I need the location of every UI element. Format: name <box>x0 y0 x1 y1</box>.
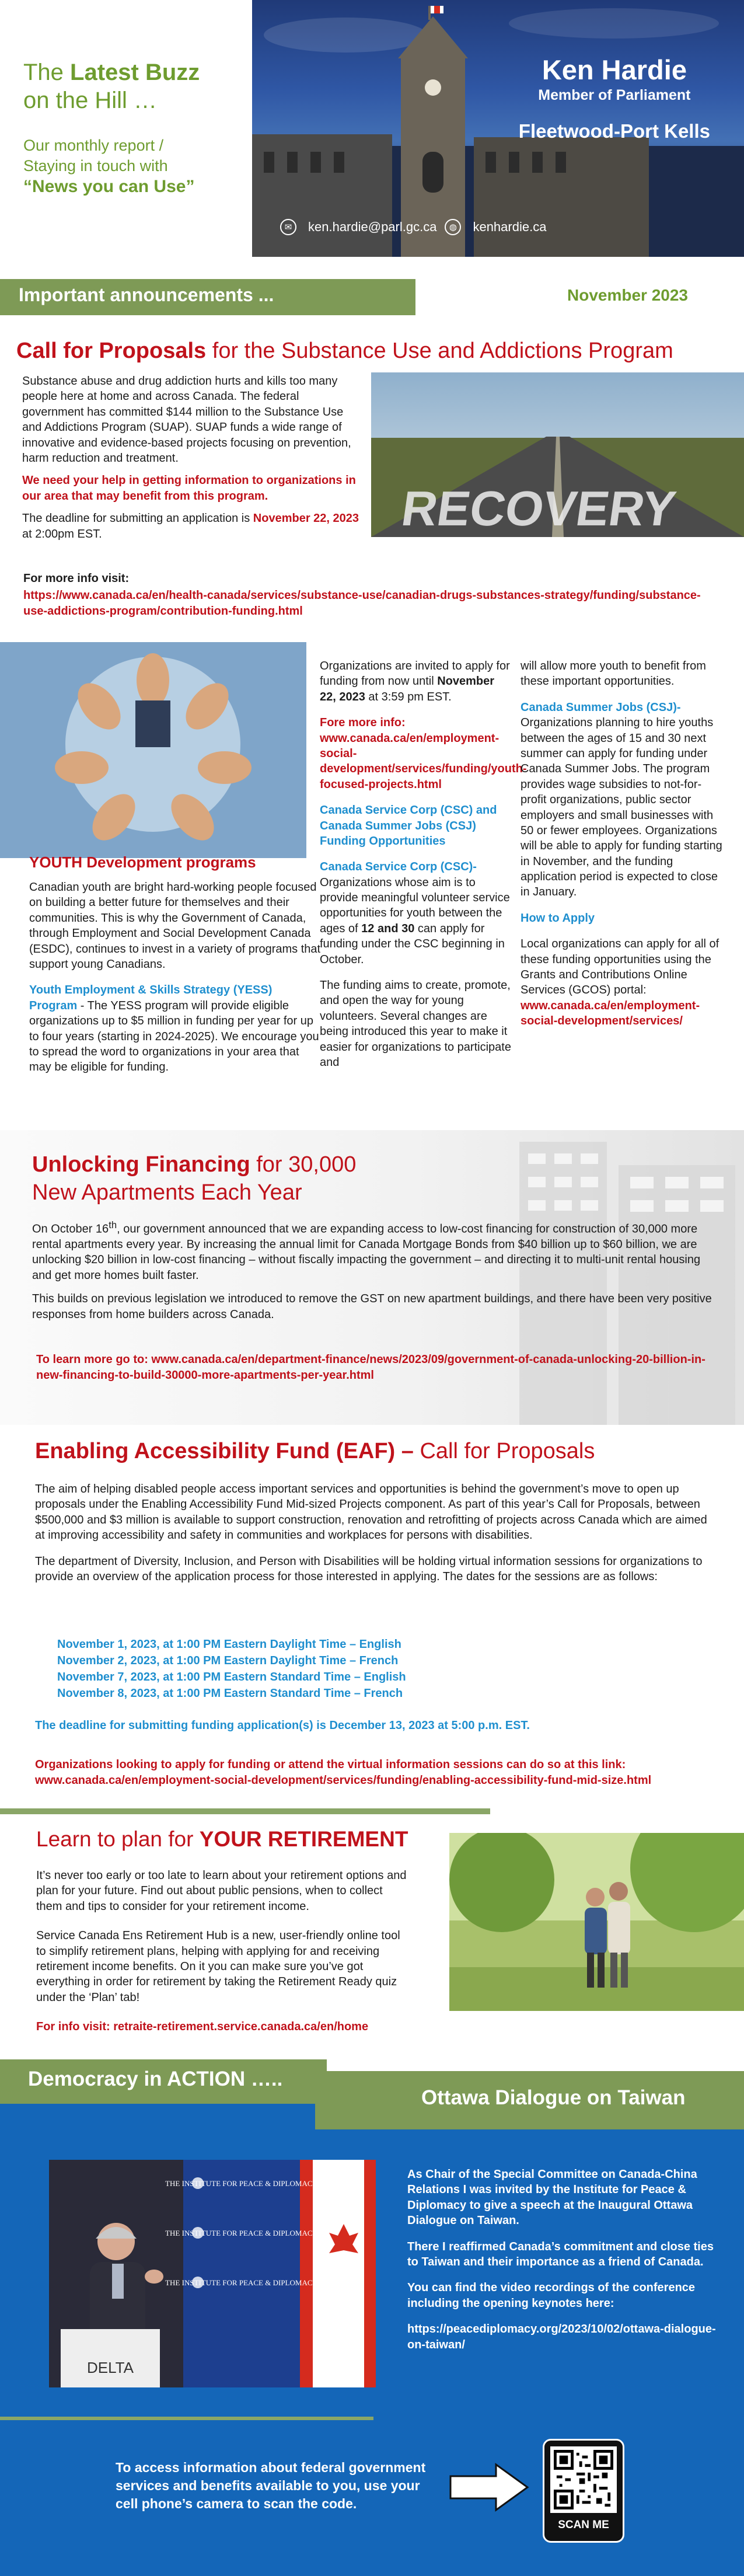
suap-body <box>22 374 359 549</box>
banner-text: THE INSTITUTE FOR PEACE & DIPLOMACY <box>165 2229 318 2237</box>
youth-column-1 <box>29 853 321 1086</box>
arrow-right-icon <box>448 2462 530 2515</box>
financing-paragraph: On October 16th, our government announced that we are expanding access to low-cost financing for construction of 30,000 more rental apartments every year. By increasing the annual limit for Canada Mortgage Bonds from $40 billion up to $60 billion, we are unlocking $20 billion in low-cost financing – without fiscally impacting the government – and directing it to multi-unit rental housing and get more homes built faster. <box>32 1219 701 1282</box>
how-to-apply-text: Local organizations can apply for all of these funding opportunities using the Grants and Contributions Online Services (GCOS) portal: www.canada.ca/en/employment-social-development/services/ <box>521 937 719 1028</box>
road-text: RECOVERY <box>398 481 679 536</box>
retirement-body <box>36 1868 410 2049</box>
suap-heading: Call for Proposals for the Substance Use and Addictions Program <box>16 339 673 363</box>
csc-heading: Canada Service Corp (CSC) and Canada Summer Jobs (CSJ) Funding Opportunities <box>320 804 497 848</box>
video-link[interactable]: https://peacediplomacy.org/2023/10/02/ottawa-dialogue-on-taiwan/ <box>407 2323 716 2351</box>
session-item: November 1, 2023, at 1:00 PM Eastern Daylight Time – English <box>57 1638 401 1651</box>
qr-code-card[interactable] <box>543 2439 624 2543</box>
democracy-paragraph-3: You can find the video recordings of the conference including the opening keynotes here: <box>407 2281 696 2310</box>
website-link[interactable]: kenhardie.ca <box>473 219 547 234</box>
email-link[interactable]: ken.hardie@parl.gc.ca <box>308 219 437 234</box>
csc-paragraph: Canada Service Corp (CSC)- Organizations whose aim is to provide meaningful volunteer service opportunities for youth between the ages of 12 and 30 can apply for funding under the CSC beginning in October. <box>320 860 510 966</box>
mp-role: Member of Parliament <box>538 87 691 103</box>
csc-continued-end: will allow more youth to benefit from these important opportunities. <box>521 660 706 688</box>
session-item: November 8, 2023, at 1:00 PM Eastern Standard Time – French <box>57 1687 403 1700</box>
section-divider <box>0 1808 490 1814</box>
csc-continued: The funding aims to create, promote, and open the way for young volunteers. Several changes are being introduced this year to make it easier for organizations to participate and <box>320 979 511 1069</box>
mp-nameplate <box>519 54 710 142</box>
contact-row <box>280 219 546 235</box>
eaf-sessions-intro: The department of Diversity, Inclusion, and Person with Disabilities will be holding virtual information sessions for organizations to provide an overview of the application process for those interested in applying. The dates for the sessions are as follows: <box>35 1554 703 1583</box>
mp-name: Ken Hardie <box>542 54 687 85</box>
eaf-deadline: The deadline for submitting funding application(s) is December 13, 2023 at 5:00 p.m. EST. <box>35 1719 530 1732</box>
youth-intro: Canadian youth are bright hard-working people focused on building a better future for themselves and their communities. This is why the Government of Canada, through Employment and Social Development Canada (ESDC), continues to invest in a variety of programs that support young Canadians. <box>29 881 321 971</box>
youth-column-2 <box>320 658 527 1080</box>
youth-column-3 <box>521 658 725 1040</box>
gcos-link[interactable]: www.canada.ca/en/employment-social-development/services/ <box>521 999 700 1028</box>
taiwan-dialogue-title: Ottawa Dialogue on Taiwan <box>315 2071 744 2129</box>
financing-link[interactable]: To learn more go to: www.canada.ca/en/department-finance/news/2023/09/government-of-canada-unlocking-20-billion-in-new-financing-to-build-30000-more-apartments-per-year.html <box>36 1353 705 1382</box>
info-label: For more info visit: <box>23 572 130 585</box>
issue-date: November 2023 <box>567 286 689 304</box>
parliament-photo <box>252 0 744 257</box>
speech-photo <box>49 2160 376 2387</box>
session-item: November 7, 2023, at 1:00 PM Eastern Standard Time – English <box>57 1671 406 1683</box>
how-to-apply-heading: How to Apply <box>521 911 595 925</box>
suap-deadline: The deadline for submitting an application is November 22, 2023 at 2:00pm EST. <box>22 512 359 541</box>
qr-instructions: To access information about federal government services and benefits available to you, use your cell phone’s camera to scan the code. <box>116 2460 426 2512</box>
suap-info <box>23 572 724 619</box>
youth-hands-photo <box>0 642 306 858</box>
youth-deadline: Organizations are invited to apply for funding from now until November 22, 2023 at 3:59 pm EST. <box>320 660 510 703</box>
retirement-paragraph-2: Service Canada Ens Retirement Hub is a new, user-friendly online tool to simplify retirement plans, helping with applying for and receiving retirement income benefits. On it you can make sure you’ve got everything in order for retirement by taking the Retirement Ready quiz under the ‘Plan’ tab! <box>36 1929 400 2004</box>
democracy-paragraph: As Chair of the Special Committee on Canada-China Relations I was invited by the Institute for Peace & Diplomacy to give a speech at the Inaugural Ottawa Dialogue on Taiwan. <box>407 2168 697 2228</box>
suap-info-link[interactable]: https://www.canada.ca/en/health-canada/services/substance-use/canadian-drugs-substances-strategy/funding/substance-use-addictions-program/contribution-funding.html <box>23 589 701 618</box>
email-icon: ✉ <box>280 219 296 235</box>
section-divider <box>0 2417 373 2420</box>
newsletter-title: The Latest Buzz on the Hill … <box>23 60 200 113</box>
youth-heading: YOUTH Development programs <box>29 853 256 871</box>
retirement-link[interactable]: For info visit: retraite-retirement.service.canada.ca/en/home <box>36 2020 369 2034</box>
retirement-couple-photo <box>449 1833 744 2011</box>
csj-paragraph: Canada Summer Jobs (CSJ)- Organizations planning to hire youths between the ages of 15 and 30 next summer can apply for funding under Canada Summer Jobs. The program provides wage subsidies to not-for-profit organizations, public sector employers and small businesses with 50 or fewer employees. Organizations will be able to apply for funding starting in November, and the funding application period is expected to close in January. <box>521 700 722 899</box>
financing-heading: Unlocking Financing for 30,000 New Apartments Each Year <box>32 1152 357 1205</box>
suap-call-to-action: We need your help in getting information to organizations in our area that may benefit from this program. <box>22 474 356 503</box>
democracy-bar: Democracy in ACTION ….. <box>0 2059 327 2104</box>
eaf-link[interactable]: Organizations looking to apply for funding or attend the virtual information sessions can do so at this link: www.canada.ca/en/employment-social-development/services/funding/enabling-accessibility-fund-mid-size.html <box>35 1758 652 1787</box>
financing-paragraph-2: This builds on previous legislation we introduced to remove the GST on new apartment buildings, and there have been very positive responses from home builders across Canada. <box>32 1292 712 1321</box>
qr-code[interactable] <box>550 2446 617 2513</box>
globe-icon: ◍ <box>445 219 461 235</box>
democracy-body <box>407 2167 722 2363</box>
financing-body <box>32 1219 715 1330</box>
banner-text: THE INSTITUTE FOR PEACE & DIPLOMACY <box>165 2278 318 2287</box>
banner-text: THE INSTITUTE FOR PEACE & DIPLOMACY <box>165 2179 318 2188</box>
eaf-paragraph: The aim of helping disabled people access important services and opportunities is behind the government’s move to open up proposals under the Enabling Accessibility Fund Mid-sized Projects component. As part of this year’s Call for Proposals, between $500,000 and $3 million is available to support construction, renovation and retrofitting of projects across Canada which are aimed at improving accessibility and safety in communities and workplaces for persons with disabilities. <box>35 1483 707 1542</box>
eaf-heading: Enabling Accessibility Fund (EAF) – Call for Proposals <box>35 1439 595 1463</box>
qr-code-icon <box>554 2450 613 2509</box>
riding-name: Fleetwood-Port Kells <box>518 120 710 142</box>
youth-info-link[interactable]: www.canada.ca/en/employment-social-development/services/funding/youth-focused-projects.html <box>320 731 527 791</box>
eaf-session-list <box>57 1636 406 1702</box>
retirement-paragraph: It’s never too early or too late to learn about your retirement options and plan for your future. Find out about public pensions, when to collect them and tips to consider for your retirement income. <box>36 1869 407 1913</box>
newsletter-subtitle: Our monthly report / Staying in touch with “News you can Use” <box>23 137 195 197</box>
democracy-paragraph-2: There I reaffirmed Canada’s commitment and close ties to Taiwan and their importance as a friend of Canada. <box>407 2240 714 2268</box>
scan-me-label: SCAN ME <box>558 2519 609 2531</box>
eaf-body <box>35 1482 718 1595</box>
recovery-road-photo <box>371 372 744 537</box>
suap-paragraph: Substance abuse and drug addiction hurts and kills too many people here at home and across Canada. The federal government has committed $144 million to the Substance Use and Addictions Program (SUAP). SUAP funds a wide range of innovative and evidence-based projects focusing on prevention, harm reduction and treatment. <box>22 375 351 465</box>
retirement-heading: Learn to plan for YOUR RETIREMENT <box>36 1827 408 1851</box>
header-intro <box>23 58 233 198</box>
youth-more-info: Fore more info: www.canada.ca/en/employment-social-development/services/funding/youth-focused-projects.html <box>320 716 527 791</box>
session-item: November 2, 2023, at 1:00 PM Eastern Daylight Time – French <box>57 1654 399 1667</box>
announcements-bar: Important announcements ... <box>0 279 415 315</box>
podium-text: DELTA <box>87 2359 134 2376</box>
yess-paragraph: Youth Employment & Skills Strategy (YESS) Program - The YESS program will provide eligible organizations up to $5 million in funding per year for up to four years (starting in 2024-2025). We encourage you to spread the word to organizations in your area that may be eligible for funding. <box>29 984 319 1074</box>
